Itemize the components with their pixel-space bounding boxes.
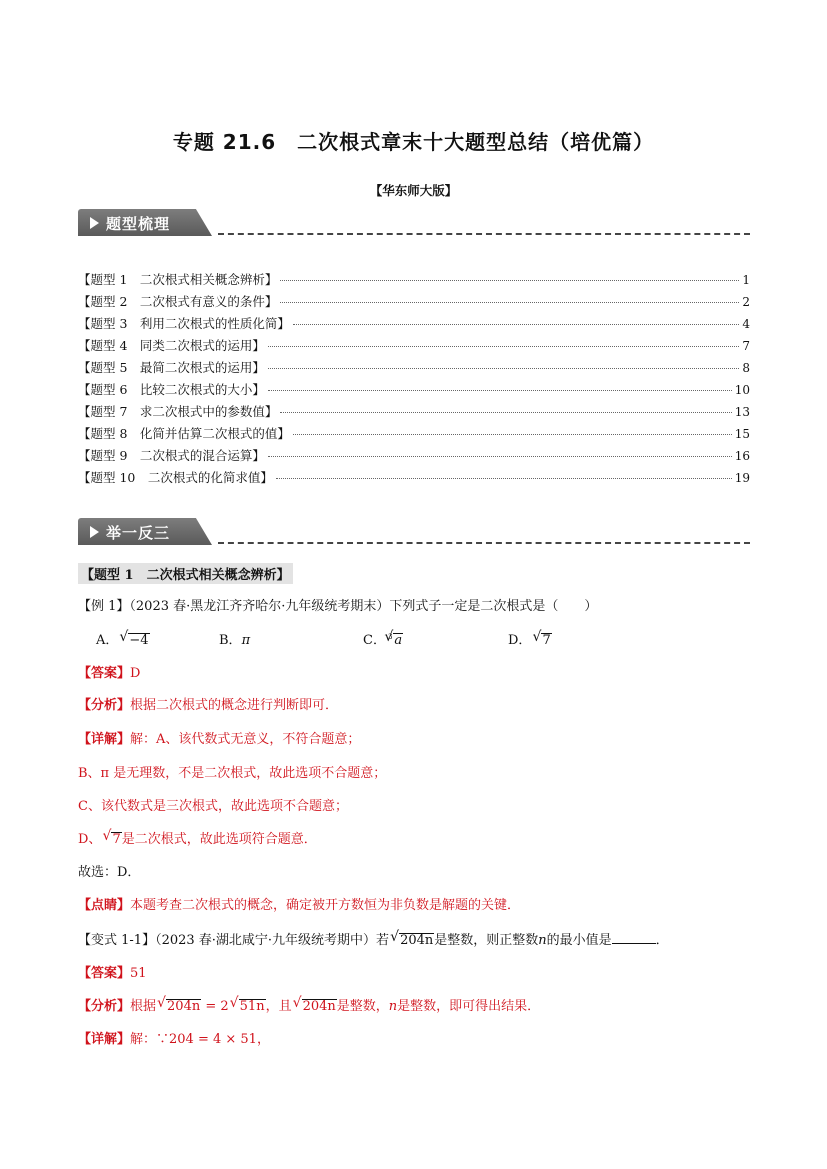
toc-item[interactable]: 【题型 6 比较二次根式的大小】 10 bbox=[78, 382, 750, 397]
divider bbox=[218, 233, 750, 235]
edition-label: 【华东师大版】 bbox=[369, 183, 458, 198]
detail-line: D、√ 7是二次根式，故此选项符合题意． bbox=[78, 828, 750, 847]
detail-line: 【详解】解：A、该代数式无意义，不符合题意； bbox=[78, 732, 361, 747]
option-c: C． $^3$√ a bbox=[363, 629, 403, 648]
option-a: A．√ −4 bbox=[96, 629, 150, 648]
toc-item[interactable]: 【题型 8 化简并估算二次根式的值】 15 bbox=[78, 426, 750, 441]
section-banner-examples bbox=[78, 518, 212, 545]
toc-item[interactable]: 【题型 1 二次根式相关概念辨析】 1 bbox=[78, 272, 750, 287]
comment: 【点睛】本题考查二次根式的概念，确定被开方数恒为非负数是解题的关键． bbox=[78, 898, 521, 913]
play-arrow-icon bbox=[90, 526, 99, 538]
variant-answer: 【答案】51 bbox=[78, 966, 147, 981]
toc-item[interactable]: 【题型 4 同类二次根式的运用】 7 bbox=[78, 338, 750, 353]
toc-item[interactable]: 【题型 9 二次根式的混合运算】 16 bbox=[78, 448, 750, 463]
detail-line: B、π 是无理数，不是二次根式，故此选项不合题意； bbox=[78, 766, 387, 781]
conclusion: 故选：D． bbox=[78, 865, 141, 880]
toc-item[interactable]: 【题型 7 求二次根式中的参数值】 13 bbox=[78, 404, 750, 419]
answer: 【答案】D bbox=[78, 666, 141, 681]
divider bbox=[218, 542, 750, 544]
table-of-contents bbox=[78, 270, 750, 490]
option-b: B．π bbox=[219, 633, 251, 648]
variant-detail: 【详解】解：∵204 = 4 × 51， bbox=[78, 1032, 270, 1047]
variant-analysis: 【分析】根据√ 204n = 2√ 51n，且√ 204n是整数，n是整数，即可得出结果． bbox=[78, 995, 750, 1014]
section-banner-label: 题型梳理 bbox=[106, 215, 171, 233]
toc-item[interactable]: 【题型 2 二次根式有意义的条件】 2 bbox=[78, 294, 750, 309]
toc-item[interactable]: 【题型 10 二次根式的化简求值】 19 bbox=[78, 470, 750, 485]
section-banner-topics bbox=[78, 209, 212, 236]
detail-line: C、该代数式是三次根式，故此选项不合题意； bbox=[78, 799, 348, 814]
variant-question: 【变式 1-1】（2023 春·湖北咸宁·九年级统考期中）若√ 204n是整数，则正整数n的最小值是 ． bbox=[78, 929, 750, 948]
toc-item[interactable]: 【题型 5 最简二次根式的运用】 8 bbox=[78, 360, 750, 375]
toc-item[interactable]: 【题型 3 利用二次根式的性质化简】 4 bbox=[78, 316, 750, 331]
topic-heading: 【题型 1 二次根式相关概念辨析】 bbox=[78, 563, 750, 584]
page-title: 专题 21.6 二次根式章末十大题型总结（培优篇） bbox=[172, 130, 655, 154]
analysis: 【分析】根据二次根式的概念进行判断即可． bbox=[78, 698, 339, 713]
option-d: D．√ 7 bbox=[508, 629, 552, 648]
section-banner-label: 举一反三 bbox=[106, 524, 171, 542]
play-arrow-icon bbox=[90, 217, 99, 229]
example-question: 【例 1】（2023 春·黑龙江齐齐哈尔·九年级统考期末）下列式子一定是二次根式是（ ） bbox=[78, 599, 598, 614]
